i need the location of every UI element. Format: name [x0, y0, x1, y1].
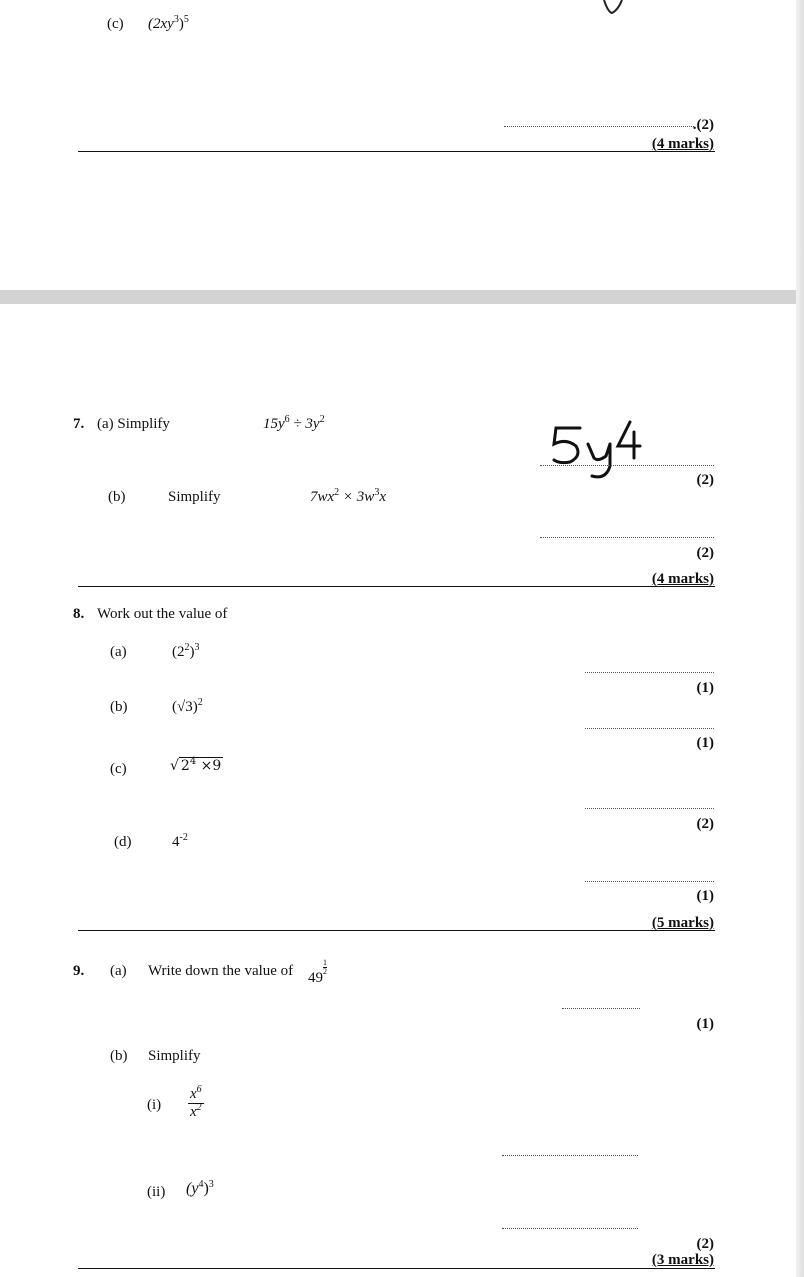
q8c-marks: (2) — [696, 816, 714, 832]
q9b-label: Simplify — [148, 1048, 201, 1064]
q6-total-marks: (4 marks) — [651, 136, 714, 152]
q8c-answer-line — [585, 808, 714, 809]
q9-total-marks: (3 marks) — [651, 1252, 714, 1268]
q8-total-marks: (5 marks) — [651, 915, 714, 931]
q9-end-rule — [78, 1268, 715, 1269]
q9-number: 9. — [73, 963, 85, 979]
q7-number: 7. — [73, 416, 85, 432]
q7b-label: Simplify — [168, 489, 221, 505]
q8d-marks: (1) — [696, 888, 714, 904]
page-break — [0, 290, 804, 304]
q8a-marks: (1) — [696, 680, 714, 696]
q9a-part-label: (a) — [110, 963, 127, 979]
q8d-part-label: (d) — [114, 834, 132, 850]
q7b-part-label: (b) — [108, 489, 126, 505]
q7a-answer-line — [540, 465, 714, 466]
q8b-expression: $(√3)^2$ — [172, 697, 203, 715]
q9a-expression: 49 $\frac{1}{2}$ — [308, 958, 327, 986]
q9a-answer-line — [562, 1008, 640, 1009]
q7b-marks: (2) — [696, 545, 714, 561]
q8b-marks: (1) — [696, 735, 714, 751]
q9bi-answer-line — [502, 1155, 638, 1156]
q7b-answer-line — [540, 537, 714, 538]
scroll-edge-shadow — [796, 0, 804, 1277]
q7b-expression: $7wx^2 \times 3w^3x$ — [310, 487, 386, 505]
q6c-answer-line — [504, 126, 694, 127]
q6c-marks: .(2) — [692, 117, 714, 133]
q8c-expression: √ $2^4 \times 9$ — [170, 756, 222, 774]
q7a-handwritten-answer — [550, 418, 650, 484]
q9bi-part-label: (i) — [147, 1097, 162, 1113]
q8a-part-label: (a) — [110, 644, 127, 660]
q9b-part-label: (b) — [110, 1048, 128, 1064]
q8b-answer-line — [585, 728, 714, 729]
q9bii-expression: $(y^4)^3$ — [186, 1179, 214, 1197]
q9b-marks: (2) — [696, 1236, 714, 1252]
q6-end-rule — [78, 151, 715, 152]
q7a-marks: (2) — [696, 472, 714, 488]
q8-number: 8. — [73, 606, 85, 622]
q8-title: Work out the value of — [97, 606, 228, 622]
q7-end-rule — [78, 586, 715, 587]
q8d-answer-line — [585, 881, 714, 882]
q8c-part-label: (c) — [110, 761, 127, 777]
handwritten-tick-mark — [598, 0, 628, 18]
q9a-label: Write down the value of — [148, 963, 294, 979]
q8d-expression: $4^{-2}$ — [172, 832, 188, 850]
q8-end-rule — [78, 930, 715, 931]
q8a-expression: $(2^2)^3$ — [172, 642, 200, 660]
q9bi-expression: $\frac{x^6}{x^2}$ — [190, 1084, 202, 1120]
q9bii-answer-line — [502, 1228, 638, 1229]
q6c-expression: $(2xy^3)^5$ — [148, 14, 189, 32]
q8b-part-label: (b) — [110, 699, 128, 715]
q8a-answer-line — [585, 672, 714, 673]
q7a-label: (a) Simplify — [97, 416, 170, 432]
q9a-marks: (1) — [696, 1016, 714, 1032]
q6c-part-label: (c) — [107, 16, 124, 32]
q7-total-marks: (4 marks) — [651, 571, 714, 587]
q7a-expression: $15y^6 \div 3y^2$ — [263, 414, 325, 432]
q9bii-part-label: (ii) — [147, 1184, 166, 1200]
